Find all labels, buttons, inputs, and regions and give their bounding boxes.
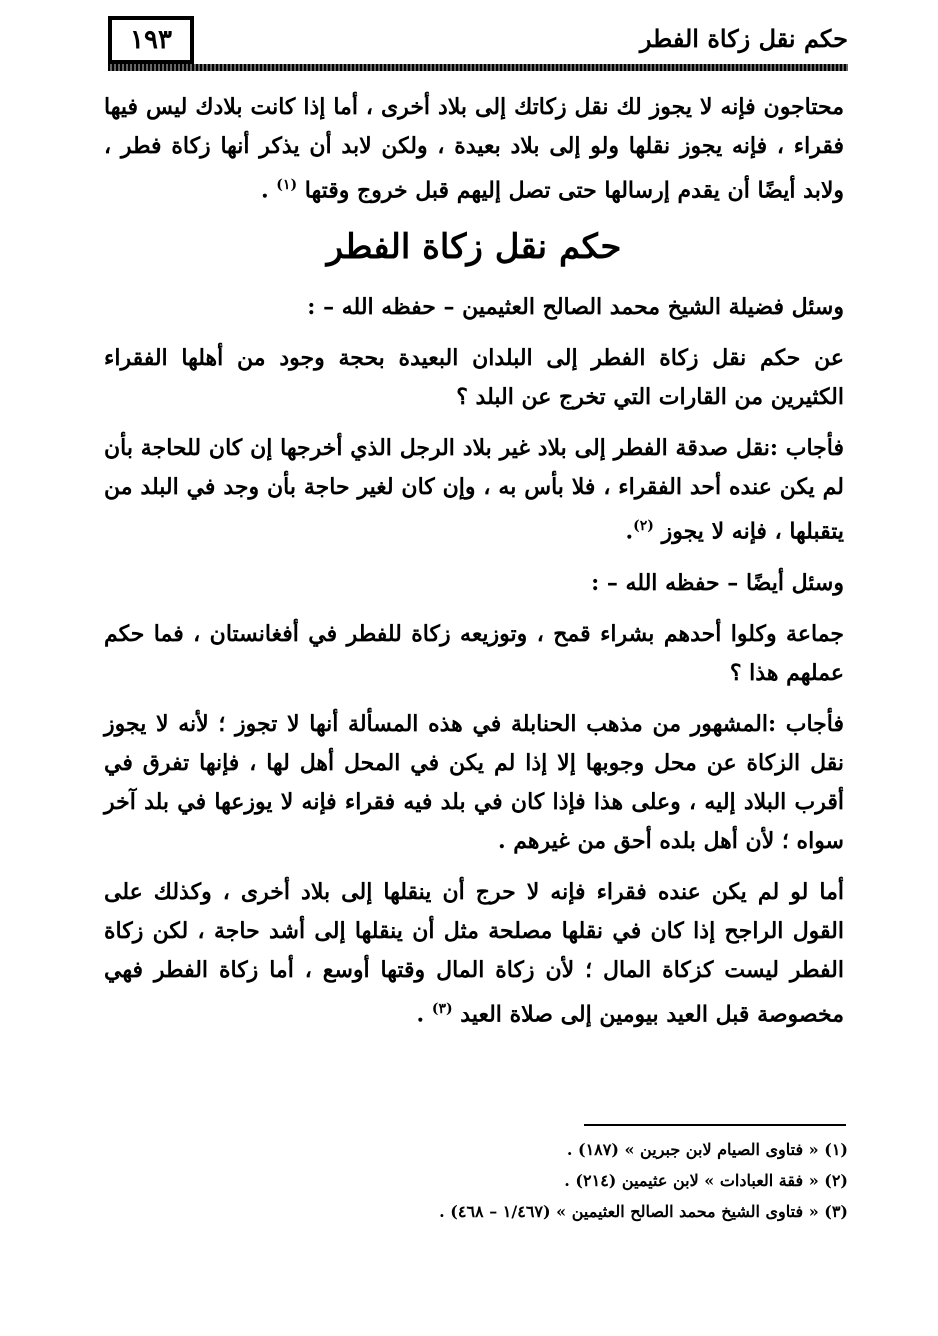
footnote-2: (٢) « فقة العبادات » لابن عثيمين (٢١٤) . (564, 1171, 848, 1190)
footnote-marker-2[interactable]: (٢) (633, 518, 654, 535)
page-header (108, 16, 848, 66)
question1-intro: وسئل فضيلة الشيخ محمد الصالح العثيمين – حفظه الله – : (307, 294, 844, 321)
footnote-1: (١) « فتاوى الصيام لابن جبرين » (١٨٧) . (566, 1140, 848, 1159)
footnote-3: (٣) « فتاوى الشيخ محمد الصالح العثيمين » (١/٤٦٧ – ٤٦٨) . (439, 1202, 848, 1221)
question1: عن حكم نقل زكاة الفطر إلى البلدان البعيدة بحجة وجود من أهلها الفقراء الكثيرين من القارات التي تخرج عن البلد ؟ (104, 345, 844, 411)
main-text (104, 88, 844, 1034)
answer2-end: . (416, 1000, 425, 1027)
question2-intro: وسئل أيضًا – حفظه الله – : (591, 569, 844, 596)
answer2-cont-text: أما لو لم يكن عنده فقراء فإنه لا حرج أن ينقلها إلى بلاد أخرى ، وكذلك على القول الراجح إذا كان في نقلها مصلحة مثل أن ينقلها إلى أشد حاجة ، لكن زكاة الفطر ليست كزكاة المال ؛ لأن زكاة المال وقتها أوسع ، أما زكاة الفطر فهي مخصوصة قبل العيد بيومين إلى صلاة العيد (104, 878, 844, 1027)
running-title: حكم نقل زكاة الفطر (639, 24, 848, 53)
header-rule (108, 64, 848, 71)
page-number-box: ١٩٣ (108, 16, 194, 64)
answer2-continued (104, 873, 844, 1034)
intro-text: محتاجون فإنه لا يجوز لك نقل زكاتك إلى بلاد أخرى ، أما إذا كانت بلادك ليس فيها فقراء ، فإنه يجوز نقلها ولو إلى بلاد بعيدة ، ولكن لابد أن يذكر أنها زكاة فطر ، ولابد أيضًا أن يقدم إرسالها حتى تصل إليهم قبل خروج وقتها (104, 94, 844, 204)
intro-end: . (260, 177, 269, 204)
intro-paragraph (104, 88, 844, 210)
footnote-marker-3[interactable]: (٣) (431, 1000, 453, 1017)
footnotes (200, 1134, 848, 1227)
answer1-end: . (625, 518, 634, 545)
footnote-separator (584, 1124, 846, 1126)
answer1-text: فأجاب :نقل صدقة الفطر إلى بلاد غير بلاد الرجل الذي أخرجها إن كان للحاجة بأن لم يكن عنده أحد الفقراء ، فلا بأس به ، وإن كان لغير حاجة بأن وجد في البلد من يتقبلها ، فإنه لا يجوز (104, 435, 844, 545)
section-heading: حكم نقل زكاة الفطر (326, 227, 622, 268)
answer2: فأجاب :المشهور من مذهب الحنابلة في هذه المسألة أنها لا تجوز ؛ لأنه لا يجوز نقل الزكاة عن محل وجوبها إلا إذا لم يكن في المحل أهل لها ، فإنها تفرق في أقرب البلاد إليه ، وعلى هذا فإذا كان في بلد فيه فقراء فإنه لا يوزعها في بلد آخر سواه ؛ لأن أهل بلده أحق من غيرهم . (104, 710, 844, 854)
question2: جماعة وكلوا أحدهم بشراء قمح ، وتوزيعه زكاة للفطر في أفغانستان ، فما حكم عملهم هذا ؟ (104, 620, 844, 686)
answer1 (104, 429, 844, 551)
footnote-marker-1[interactable]: (١) (276, 177, 298, 193)
